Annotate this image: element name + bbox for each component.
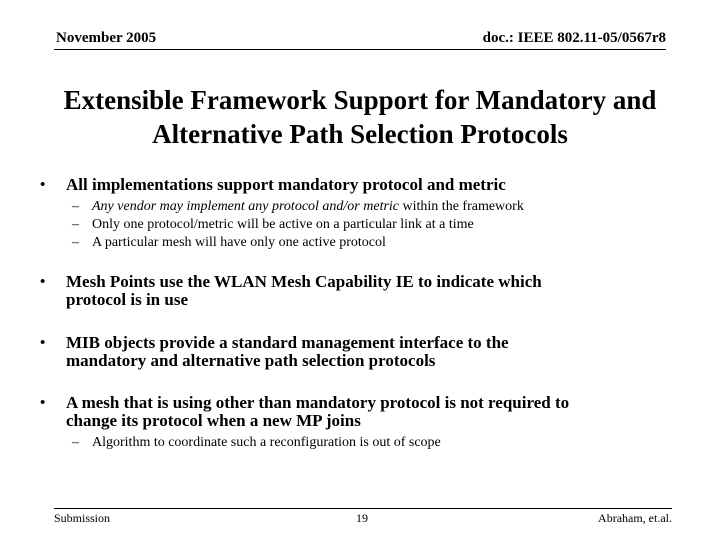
footer-submission: Submission <box>54 511 111 525</box>
bullet-text: All implementations support mandatory protocol and metric <box>66 175 506 194</box>
sub-bullet-list <box>40 434 700 452</box>
bullet-icon: • <box>40 395 46 411</box>
bullet-text-line-2: protocol is in use <box>66 290 189 309</box>
title-line-1: Extensible Framework Support for Mandatory and <box>63 85 657 115</box>
bullet-item <box>40 176 700 194</box>
dash-icon: – <box>72 199 79 214</box>
footer-divider <box>54 508 672 509</box>
sub-bullet-italic-text: Any vendor may implement any protocol and/or metric <box>92 199 400 214</box>
slide-title <box>0 83 720 151</box>
sub-bullet-text: Algorithm to coordinate such a reconfiguration is out of scope <box>92 435 441 450</box>
header-divider <box>54 49 666 50</box>
sub-bullet-list <box>40 198 700 252</box>
bullet-text-line-1: A mesh that is using other than mandatory protocol is not required to <box>66 393 570 412</box>
title-line-2: Alternative Path Selection Protocols <box>152 119 568 149</box>
sub-bullet-text: within the framework <box>399 199 524 214</box>
header-date: November 2005 <box>56 30 157 46</box>
bullet-text-line-1: Mesh Points use the WLAN Mesh Capability IE to indicate which <box>66 272 542 291</box>
bullet-item <box>40 273 700 309</box>
bullet-icon: • <box>40 274 46 290</box>
footer-authors: Abraham, et.al. <box>598 511 672 525</box>
footer-page-number: 19 <box>356 511 368 525</box>
bullet-text-line-2: mandatory and alternative path selection protocols <box>66 351 436 370</box>
bullet-item <box>40 334 700 370</box>
bullet-item <box>40 394 700 430</box>
bullet-list <box>40 176 700 452</box>
bullet-icon: • <box>40 335 46 351</box>
sub-bullet-item <box>72 198 700 216</box>
bullet-text-line-2: change its protocol when a new MP joins <box>66 411 361 430</box>
sub-bullet-text: Only one protocol/metric will be active on a particular link at a time <box>92 217 474 232</box>
sub-bullet-item <box>72 234 700 252</box>
sub-bullet-item <box>72 216 700 234</box>
dash-icon: – <box>72 235 79 250</box>
sub-bullet-item <box>72 434 700 452</box>
dash-icon: – <box>72 435 79 450</box>
bullet-text-line-1: MIB objects provide a standard management interface to the <box>66 333 509 352</box>
dash-icon: – <box>72 217 79 232</box>
header-doc-id: doc.: IEEE 802.11-05/0567r8 <box>482 30 666 46</box>
bullet-icon: • <box>40 177 46 193</box>
sub-bullet-text: A particular mesh will have only one active protocol <box>92 235 386 250</box>
